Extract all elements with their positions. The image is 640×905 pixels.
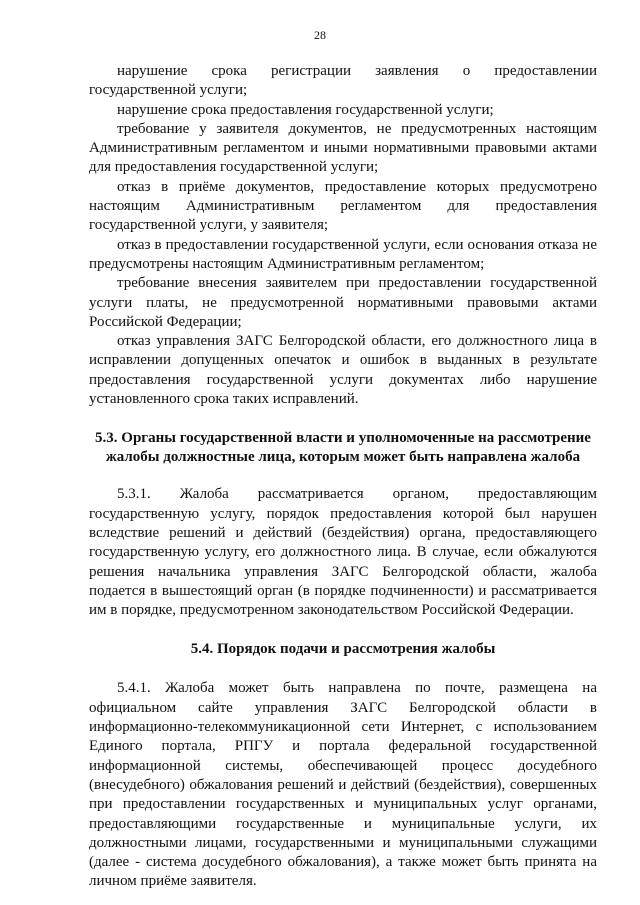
page-number: 28: [314, 28, 326, 42]
list-item: отказ в приёме документов, предоставление которых предусмотрено настоящим Административным регламентом для предоставления государственной услуги, у заявителя;: [89, 178, 597, 234]
section-heading-5-3: 5.3. Органы государственной власти и уполномоченные на рассмотрение жалобы должностные лица, которым может быть направлена жалоба: [95, 430, 591, 466]
list-item: нарушение срока предоставления государственной услуги;: [117, 101, 494, 118]
section-heading-5-4: 5.4. Порядок подачи и рассмотрения жалобы: [190, 641, 496, 658]
document-body: [89, 62, 597, 892]
list-item: требование внесения заявителем при предоставлении государственной услуги платы, не предусмотренной нормативными правовыми актами Российской Федерации;: [89, 275, 597, 330]
list-item: нарушение срока регистрации заявления о предоставлении государственной услуги;: [89, 63, 597, 99]
list-item: требование у заявителя документов, не предусмотренных настоящим Административным регламентом и иными нормативными правовыми актами для предоставления государственной услуги;: [89, 120, 597, 176]
section-paragraph-5-4-1: 5.4.1. Жалоба может быть направлена по почте, размещена на официальном сайте управления ЗАГС Белгородской области в информационно-телекоммуникационной сети Интернет, с использованием Единого портала, РПГУ и портала федеральной государственной информационной системы, обеспечивающей процесс досудебного (внесудебного) обжалования решений и действий (бездействия), совершенных при предоставлении государственных и муниципальных услуг органами, предоставляющими государственные и муниципальные услуги, их должностными лицами, государственными и муниципальными служащими (далее - система досудебного обжалования), а также может быть принята на личном приёме заявителя.: [89, 680, 597, 890]
list-item: отказ управления ЗАГС Белгородской области, его должностного лица в исправлении допущенных опечаток и ошибок в выданных в результате предоставления государственной услуги документах либо нарушение установленного срока таких исправлений.: [89, 333, 597, 408]
list-item: отказ в предоставлении государственной услуги, если основания отказа не предусмотрены настоящим Административным регламентом;: [89, 236, 597, 272]
section-paragraph-5-3-1: 5.3.1. Жалоба рассматривается органом, предоставляющим государственную услугу, порядок предоставления которой был нарушен вследствие решений и действий (бездействия) органа, предоставляющего государственную услугу, его должностного лица. В случае, если обжалуются решения начальника управления ЗАГС Белгородской области, жалоба подается в вышестоящий орган (в порядке подчиненности) и рассматривается им в порядке, предусмотренном законодательством Российской Федерации.: [89, 486, 597, 619]
